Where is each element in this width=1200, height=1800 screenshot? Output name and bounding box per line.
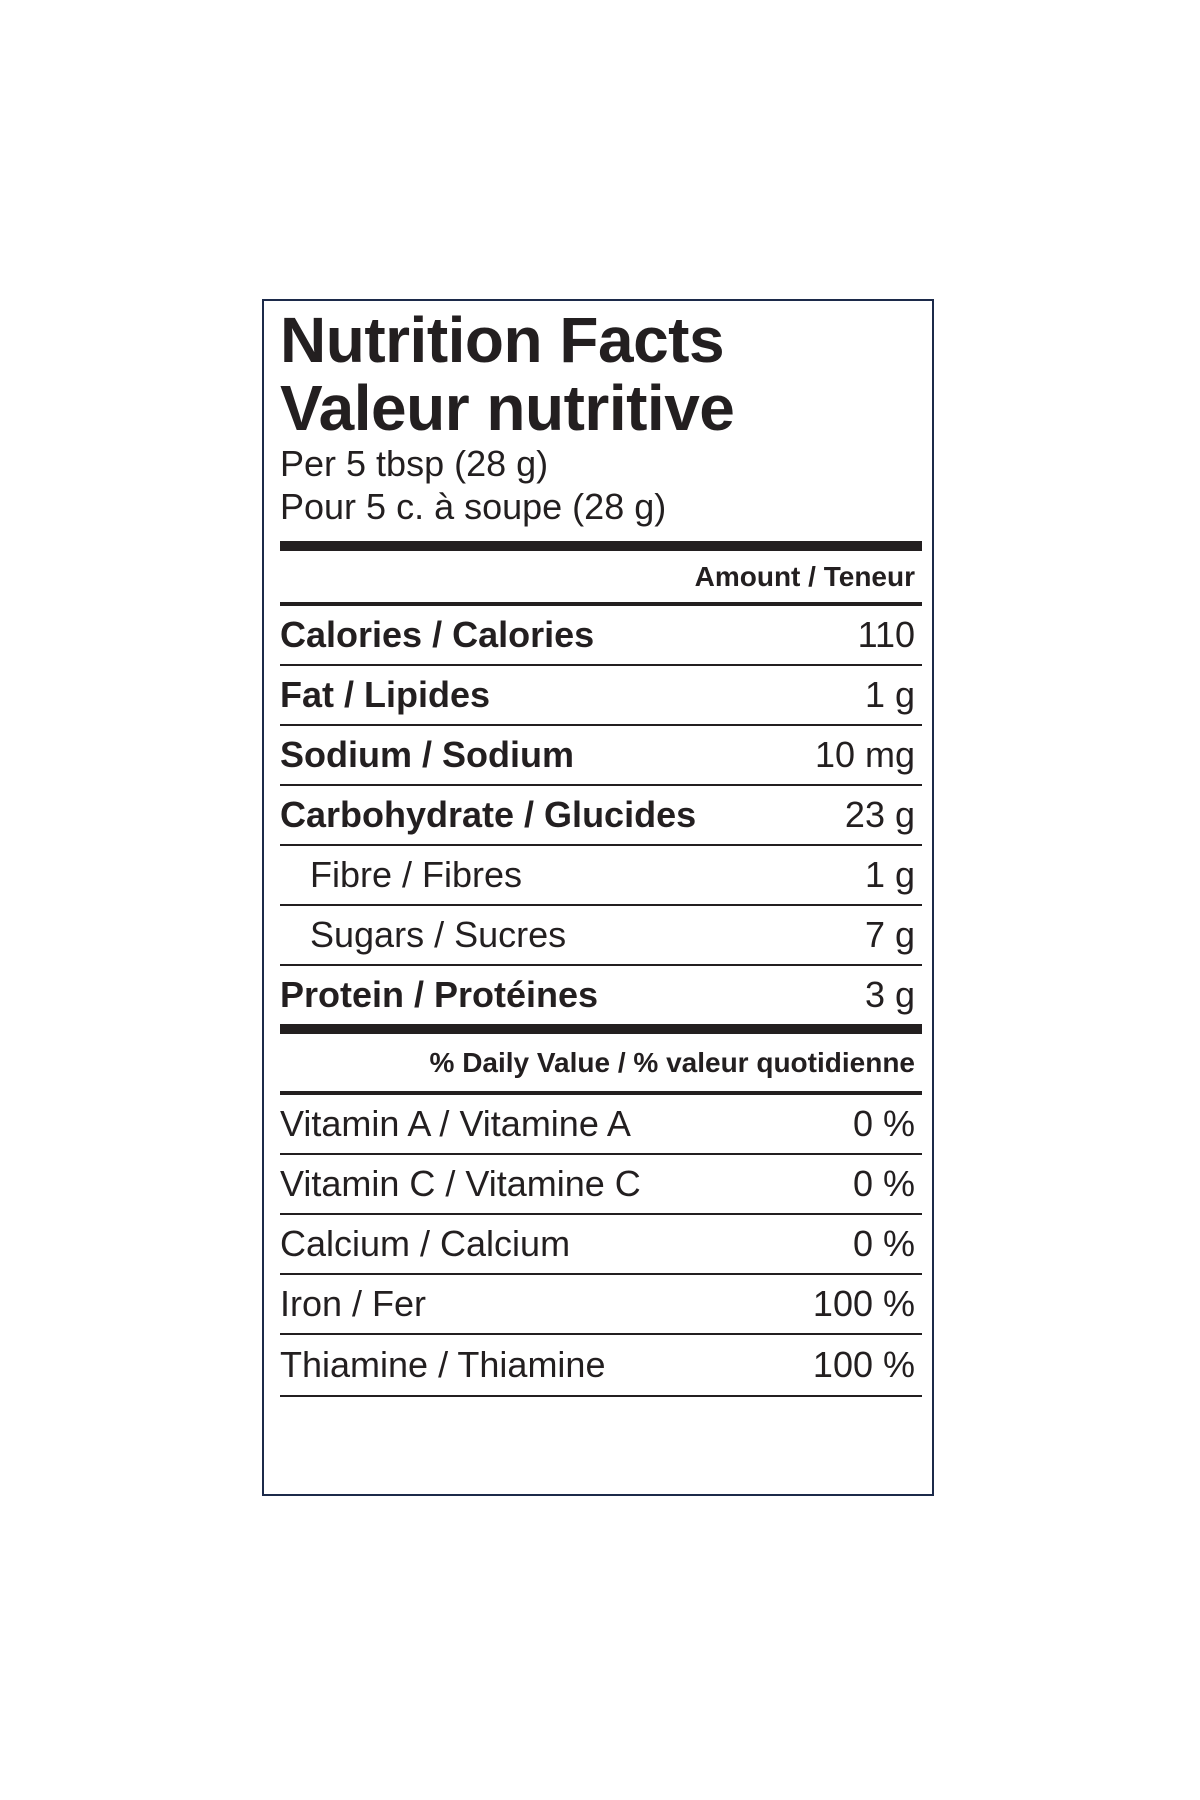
vitamin-row-thiamine: [280, 1335, 922, 1395]
nutrient-label: Sugars / Sucres: [310, 914, 567, 955]
nutrient-label: Carbohydrate / Glucides: [280, 794, 697, 835]
nutrient-value: 1 g: [864, 674, 915, 715]
vitamin-label: Iron / Fer: [280, 1283, 427, 1324]
nutrient-label: Protein / Protéines: [280, 974, 599, 1015]
nutrient-value: 3 g: [864, 974, 915, 1015]
nutrient-value: 110: [857, 614, 915, 655]
divider-thick: [280, 541, 922, 551]
vitamin-row-calcium: [280, 1215, 922, 1273]
nutrient-row-fat: [280, 666, 922, 724]
nutrient-value: 10 mg: [814, 734, 915, 775]
vitamin-row-vitamin-a: [280, 1095, 922, 1153]
nutrient-row-calories: [280, 606, 922, 664]
title-french: Valeur nutritive: [280, 372, 735, 444]
vitamin-label: Vitamin C / Vitamine C: [280, 1163, 641, 1204]
vitamin-value: 100 %: [812, 1344, 915, 1385]
nutrition-facts-panel: [262, 299, 934, 1496]
nutrient-label: Fibre / Fibres: [310, 854, 523, 895]
vitamin-row-vitamin-c: [280, 1155, 922, 1213]
serving-size-french: Pour 5 c. à soupe (28 g): [280, 486, 667, 527]
nutrient-row-sugars: [280, 906, 922, 964]
title-english: Nutrition Facts: [280, 304, 725, 376]
nutrient-value: 23 g: [844, 794, 915, 835]
nutrient-label: Sodium / Sodium: [280, 734, 574, 775]
vitamin-value: 0 %: [852, 1163, 915, 1204]
vitamin-row-iron: [280, 1275, 922, 1333]
daily-value-header: % Daily Value / % valeur quotidienne: [429, 1047, 915, 1078]
nutrient-row-sodium: [280, 726, 922, 784]
amount-header: Amount / Teneur: [694, 561, 915, 592]
vitamin-value: 0 %: [852, 1223, 915, 1264]
vitamin-label: Vitamin A / Vitamine A: [280, 1103, 631, 1144]
vitamin-value: 0 %: [852, 1103, 915, 1144]
nutrient-value: 1 g: [864, 854, 915, 895]
vitamin-label: Thiamine / Thiamine: [280, 1344, 606, 1385]
nutrient-label: Fat / Lipides: [280, 674, 491, 715]
divider: [280, 1395, 922, 1397]
vitamin-value: 100 %: [812, 1283, 915, 1324]
nutrition-facts-content: [280, 301, 922, 1397]
nutrient-value: 7 g: [864, 914, 915, 955]
divider-thick: [280, 1024, 922, 1034]
nutrient-row-fibre: [280, 846, 922, 904]
nutrient-label: Calories / Calories: [280, 614, 595, 655]
nutrient-row-protein: [280, 966, 922, 1024]
vitamin-label: Calcium / Calcium: [280, 1223, 571, 1264]
nutrient-row-carbohydrate: [280, 786, 922, 844]
serving-size-english: Per 5 tbsp (28 g): [280, 443, 549, 484]
